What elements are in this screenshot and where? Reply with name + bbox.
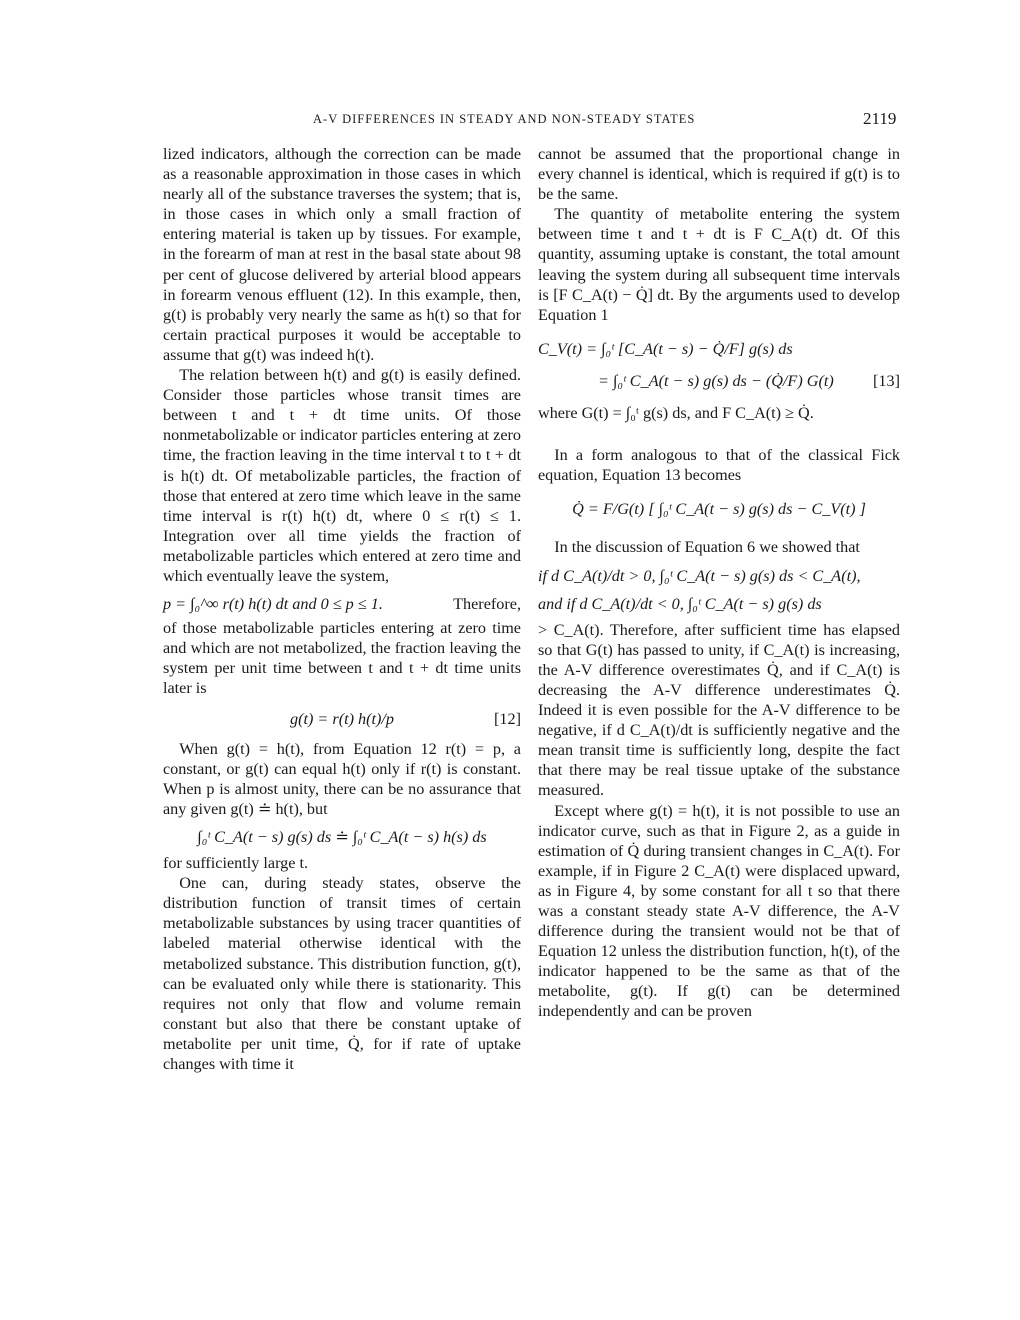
equation-13-line-2 [598, 371, 900, 391]
left-column [163, 144, 521, 1074]
paragraph: of those metabolizable particles entering at zero time and which are not metabolized, the fraction leaving the system per unit time between t and t + dt time units later is [163, 619, 521, 698]
right-column [538, 144, 900, 1022]
fick-equation [538, 499, 900, 519]
equation-13-line-1-body: C_V(t) = ∫₀ᵗ [C_A(t − s) − Q̇/F] g(s) ds [538, 339, 793, 358]
equation-12-body: g(t) = r(t) h(t)/p [290, 709, 394, 728]
equation-13-line-2-body: = ∫₀ᵗ C_A(t − s) g(s) ds − (Q̇/F) G(t) [598, 371, 834, 390]
paragraph: When g(t) = h(t), from Equation 12 r(t) = p, a constant, or g(t) can equal h(t) only if r(t) is constant. When p is almost unity, there can be no assurance that any given g(t) ≐ h(t), but [163, 739, 521, 818]
inline-equation: p = ∫₀^∞ r(t) h(t) dt and 0 ≤ p ≤ 1. [163, 595, 383, 614]
paragraph: Except where g(t) = h(t), it is not possible to use an indicator curve, such as that in Figure 2, as a guide in estimation of Q̇ during transient changes in C_A(t). For example, if in Figure 2 C_A(t) were displaced upward, as in Figure 4, by some constant for all t so that there was a constant steady state A-V difference, the A-V difference during the transient would not be that of Equation 12 unless the distribution function, h(t), of the indicator happened to be the same as that of the metabolite, g(t). If g(t) can be determined independently and can be proven [538, 801, 900, 1021]
paragraph: One can, during steady states, observe the distribution function of transit times of certain metabolizable substances by using tracer quantities of labeled material otherwise identical with the metabolized substance. This distribution function, g(t), can be evaluated only while there is stationarity. This requires not only that flow and volume remain constant but also that there be constant uptake of metabolite per unit time, Q̇, for if rate of uptake changes with time it [163, 874, 521, 1074]
paragraph: lized indicators, although the correction can be made as a reasonable approximation in those cases in which nearly all of the substance traverses the system; that is, in those cases in which only a small fraction of entering material is taken up by tissues. For example, in the forearm of man at rest in the basal state about 98 per cent of glucose delivered by arterial blood appears in forearm venous effluent (12). In this example, then, g(t) is probably very nearly the same as h(t) so that for certain practical purposes it would be acceptable to assume that g(t) was indeed h(t). [163, 145, 521, 364]
equation-12 [163, 709, 521, 729]
running-header-title: A-V DIFFERENCES IN STEADY AND NON-STEADY STATES [313, 112, 696, 126]
equation-13-where [538, 403, 900, 423]
paragraph: In a form analogous to that of the classical Fick equation, Equation 13 becomes [538, 446, 900, 485]
equation-13 [538, 339, 900, 423]
paragraph: The quantity of metabolite entering the system between time t and t + dt is F C_A(t) dt. Of this quantity, assuming uptake is constant, the total amount leaving the system during all subsequent time intervals is [F C_A(t) − Q̇] dt. By the arguments used to develop Equation 1 [538, 205, 900, 324]
inequality-line-2 [538, 594, 900, 614]
equation-13-line-1 [538, 339, 900, 359]
paragraph: In the discussion of Equation 6 we showed that [554, 538, 860, 557]
inline-equation-line [163, 594, 521, 614]
inequality-line-1-body: if d C_A(t)/dt > 0, ∫₀ᵗ C_A(t − s) g(s) ds < C_A(t), [538, 566, 861, 585]
paragraph-tail: Therefore, [453, 595, 521, 614]
equation-13-where-body: where G(t) = ∫₀ᵗ g(s) ds, and F C_A(t) ≥ Q̇. [538, 404, 814, 423]
inequality-line-1 [538, 566, 900, 586]
paragraph-tail: for sufficiently large t. [163, 854, 309, 873]
paragraph: > C_A(t). Therefore, after sufficient time has elapsed so that G(t) has passed to unity, if C_A(t) is increasing, the A-V difference overestimates Q̇, and if C_A(t) is decreasing the A-V difference underestimates Q̇. Indeed it is even possible for the A-V difference to be negative, if d C_A(t)/dt is sufficiently negative and the mean transit time is sufficiently long, despite the fact that there may be real tissue uptake of the substance measured. [538, 620, 900, 800]
inequality-line-2-body: and if d C_A(t)/dt < 0, ∫₀ᵗ C_A(t − s) g(s) ds [538, 594, 822, 613]
equation-integral-body: ∫₀ᵗ C_A(t − s) g(s) ds ≐ ∫₀ᵗ C_A(t − s) h(s) ds [197, 828, 487, 846]
fick-equation-body: Q̇ = F/G(t) [ ∫₀ᵗ C_A(t − s) g(s) ds − C_V(t) ] [572, 500, 866, 519]
page-number: 2119 [863, 109, 897, 128]
paragraph: The relation between h(t) and g(t) is easily defined. Consider those particles whose transit times are between t and t + dt time units. Of those nonmetabolizable or indicator particles entering at zero time, the fraction leaving in the time interval t to t + dt is h(t) dt. Of metabolizable particles, the fraction of those that entered at zero time which leave in the same time interval is r(t) h(t) dt, where 0 ≤ r(t) ≤ 1. Integration over all time yields the fraction of metabolizable particles which entered at zero time and which eventually leave the system, [163, 366, 521, 585]
equation-integral [163, 827, 521, 847]
paragraph: cannot be assumed that the proportional change in every channel is identical, which is required if g(t) is to be the same. [538, 145, 900, 204]
equation-number: [13] [873, 371, 900, 390]
equation-number: [12] [494, 709, 521, 728]
